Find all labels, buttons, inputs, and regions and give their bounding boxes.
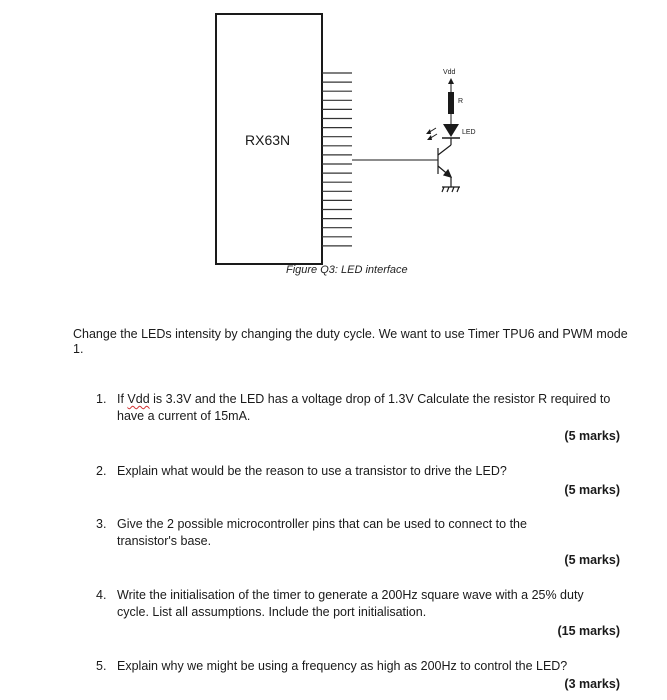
transistor-symbol (438, 138, 460, 192)
vdd-label: Vdd (443, 69, 456, 76)
question-number: 3. (96, 517, 107, 531)
question-text: Give the 2 possible microcontroller pins that can be used to connect to the transistor's base. (117, 517, 527, 548)
question-text: Explain why we might be using a frequency as high as 200Hz to control the LED? (117, 659, 568, 673)
marks-1: (5 marks) (564, 429, 620, 443)
led-symbol (426, 124, 460, 140)
resistor-symbol (448, 92, 454, 114)
resistor-label: R (458, 98, 464, 105)
question-number: 4. (96, 588, 107, 602)
question-text: If Vdd is 3.3V and the LED has a voltage drop of 1.3V Calculate the resistor R required to have a current of 15mA. (117, 392, 611, 423)
spellcheck-flagged-word: Vdd (127, 392, 150, 406)
question-text: Write the initialisation of the timer to generate a 200Hz square wave with a 25% duty cycle. List all assumptions. Include the port initialisation. (117, 588, 584, 619)
marks-4: (15 marks) (557, 624, 620, 638)
marks-5: (3 marks) (564, 677, 620, 691)
question-number: 2. (96, 464, 107, 478)
mcu-pins (322, 73, 352, 246)
led-interface-figure (0, 0, 667, 300)
question-number: 1. (96, 392, 107, 406)
question-text: Explain what would be the reason to use a transistor to drive the LED? (117, 464, 507, 478)
marks-3: (5 marks) (564, 553, 620, 567)
vdd-arrow (448, 78, 454, 84)
mcu-label: RX63N (245, 132, 291, 148)
marks-2: (5 marks) (564, 483, 620, 497)
led-label: LED (462, 129, 476, 136)
figure-caption: Figure Q3: LED interface (286, 264, 408, 276)
intro-text: Change the LEDs intensity by changing the duty cycle. We want to use Timer TPU6 and PWM mode 1. (73, 327, 628, 356)
question-number: 5. (96, 659, 107, 673)
